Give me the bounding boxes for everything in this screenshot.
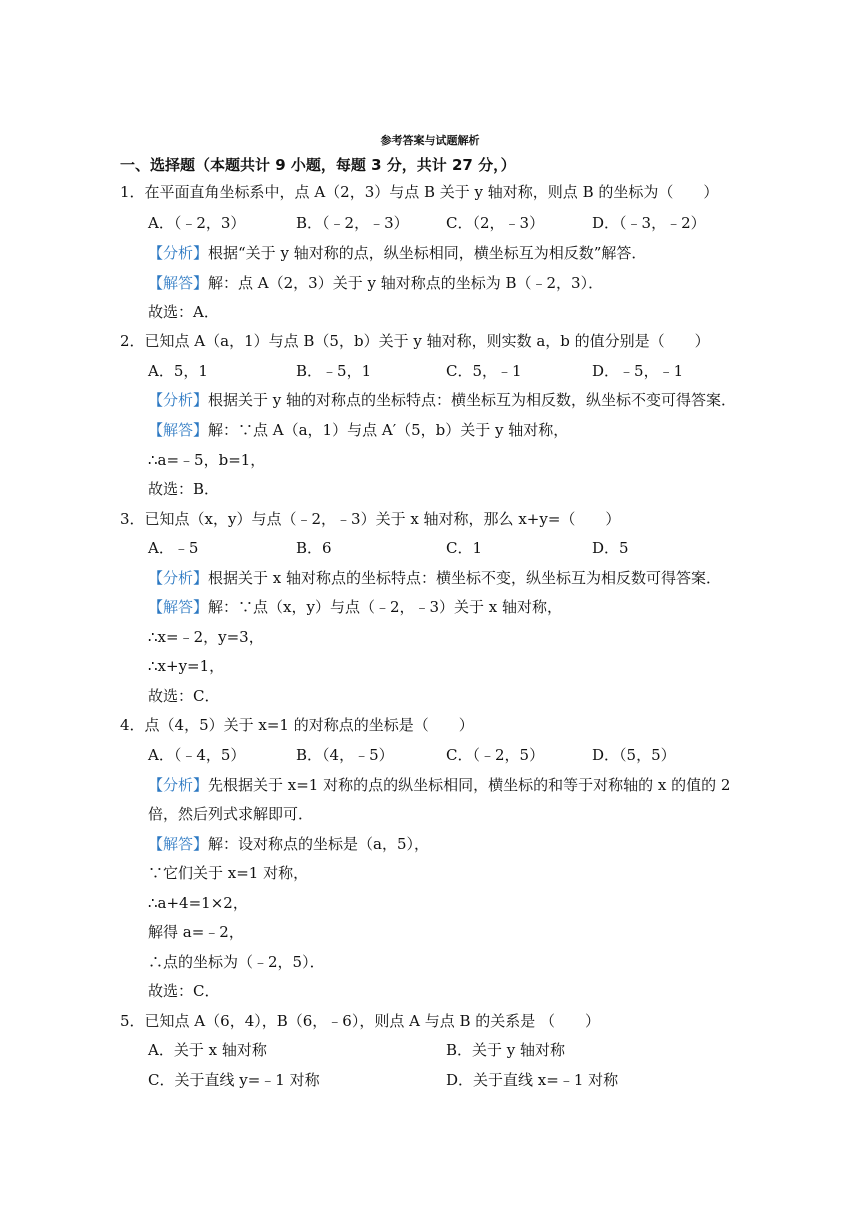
q2-step-1: ∴a=﹣5，b=1， (148, 451, 266, 469)
q1-option-a: A．（﹣2，3） (148, 214, 246, 232)
q4-option-a: A．（﹣4，5） (148, 746, 246, 764)
page-title: 参考答案与试题解析 (380, 134, 480, 147)
q5-option-a: A．关于 x 轴对称 (148, 1041, 267, 1059)
q4-analysis-cont: 倍，然后列式求解即可． (148, 805, 314, 823)
q3-stem: 3．已知点（x，y）与点（﹣2，﹣3）关于 x 轴对称，那么 x+y=（ ） (120, 510, 621, 528)
q1-answer-text: 解：点 A（2，3）关于 y 轴对称点的坐标为 B（﹣2，3）． (208, 274, 604, 292)
q4-step-2: ∴a+4=1×2， (148, 894, 248, 912)
answer-tag: 【解答】 (148, 835, 209, 853)
q2-answer (148, 420, 568, 440)
q1-analysis-text: 根据“关于 y 轴对称的点，纵坐标相同，横坐标互为相反数”解答． (208, 244, 647, 262)
analysis-tag: 【分析】 (148, 244, 209, 262)
q4-choice: 故选：C． (148, 982, 220, 1000)
q4-step-1: ∵它们关于 x=1 对称， (148, 864, 309, 882)
q3-option-d: D．5 (592, 539, 629, 557)
q1-option-b: B．（﹣2，﹣3） (296, 214, 409, 232)
q2-option-a: A．5，1 (148, 362, 208, 380)
q5-option-b: B．关于 y 轴对称 (446, 1041, 566, 1059)
q2-option-b: B．﹣5，1 (296, 362, 372, 380)
q3-analysis (148, 568, 721, 588)
q1-option-c: C．（2，﹣3） (446, 214, 545, 232)
q2-analysis (148, 390, 736, 410)
q2-answer-text: 解：∵点 A（a，1）与点 A′（5，b）关于 y 轴对称， (208, 421, 569, 439)
q3-option-c: C．1 (446, 539, 483, 557)
q3-option-a: A．﹣5 (148, 539, 199, 557)
answer-tag: 【解答】 (148, 598, 209, 616)
q2-option-d: D．﹣5，﹣1 (592, 362, 684, 380)
q4-step-3: 解得 a=﹣2， (148, 923, 244, 941)
q1-answer (148, 273, 603, 293)
q3-step-2: ∴x+y=1， (148, 657, 225, 675)
q2-option-c: C．5，﹣1 (446, 362, 522, 380)
q3-choice: 故选：C． (148, 687, 220, 705)
q2-choice: 故选：B． (148, 480, 220, 498)
q4-analysis-text: 先根据关于 x=1 对称的点的纵坐标相同，横坐标的和等于对称轴的 x 的值的 2 (208, 776, 731, 794)
answer-tag: 【解答】 (148, 421, 209, 439)
q5-stem: 5．已知点 A（6，4），B（6，﹣6），则点 A 与点 B 的关系是 （ ） (120, 1012, 601, 1030)
analysis-tag: 【分析】 (148, 776, 209, 794)
q2-analysis-text: 根据关于 y 轴的对称点的坐标特点：横坐标互为相反数，纵坐标不变可得答案． (208, 391, 737, 409)
q3-option-b: B．6 (296, 539, 332, 557)
q4-option-b: B．（4，﹣5） (296, 746, 394, 764)
q4-option-d: D．（5，5） (592, 746, 676, 764)
q4-analysis (148, 775, 730, 795)
q3-answer-text: 解：∵点（x，y）与点（﹣2，﹣3）关于 x 轴对称， (208, 598, 563, 616)
q3-analysis-text: 根据关于 x 轴对称点的坐标特点：横坐标不变，纵坐标互为相反数可得答案． (208, 569, 722, 587)
q1-choice: 故选：A． (148, 303, 219, 321)
analysis-tag: 【分析】 (148, 391, 209, 409)
analysis-tag: 【分析】 (148, 569, 209, 587)
q1-analysis (148, 243, 646, 263)
q5-option-d: D．关于直线 x=﹣1 对称 (446, 1071, 619, 1089)
q4-option-c: C．（﹣2，5） (446, 746, 545, 764)
q3-step-1: ∴x=﹣2，y=3， (148, 628, 264, 646)
answer-tag: 【解答】 (148, 274, 209, 292)
q2-stem: 2．已知点 A（a，1）与点 B（5，b）关于 y 轴对称，则实数 a，b 的值分别是（ ） (120, 332, 710, 350)
section-heading: 一、选择题（本题共计 9 小题，每题 3 分，共计 27 分，） (120, 156, 516, 174)
q1-stem: 1．在平面直角坐标系中，点 A（2，3）与点 B 关于 y 轴对称，则点 B 的坐标为（ ） (120, 183, 719, 201)
q3-answer (148, 597, 562, 617)
q4-step-4: ∴点的坐标为（﹣2，5）． (148, 953, 325, 971)
q1-option-d: D．（﹣3，﹣2） (592, 214, 706, 232)
q4-answer-text: 解：设对称点的坐标是（a，5）， (208, 835, 430, 853)
q5-option-c: C．关于直线 y=﹣1 对称 (148, 1071, 320, 1089)
q4-answer (148, 834, 429, 854)
q4-stem: 4．点（4，5）关于 x=1 的对称点的坐标是（ ） (120, 716, 474, 734)
